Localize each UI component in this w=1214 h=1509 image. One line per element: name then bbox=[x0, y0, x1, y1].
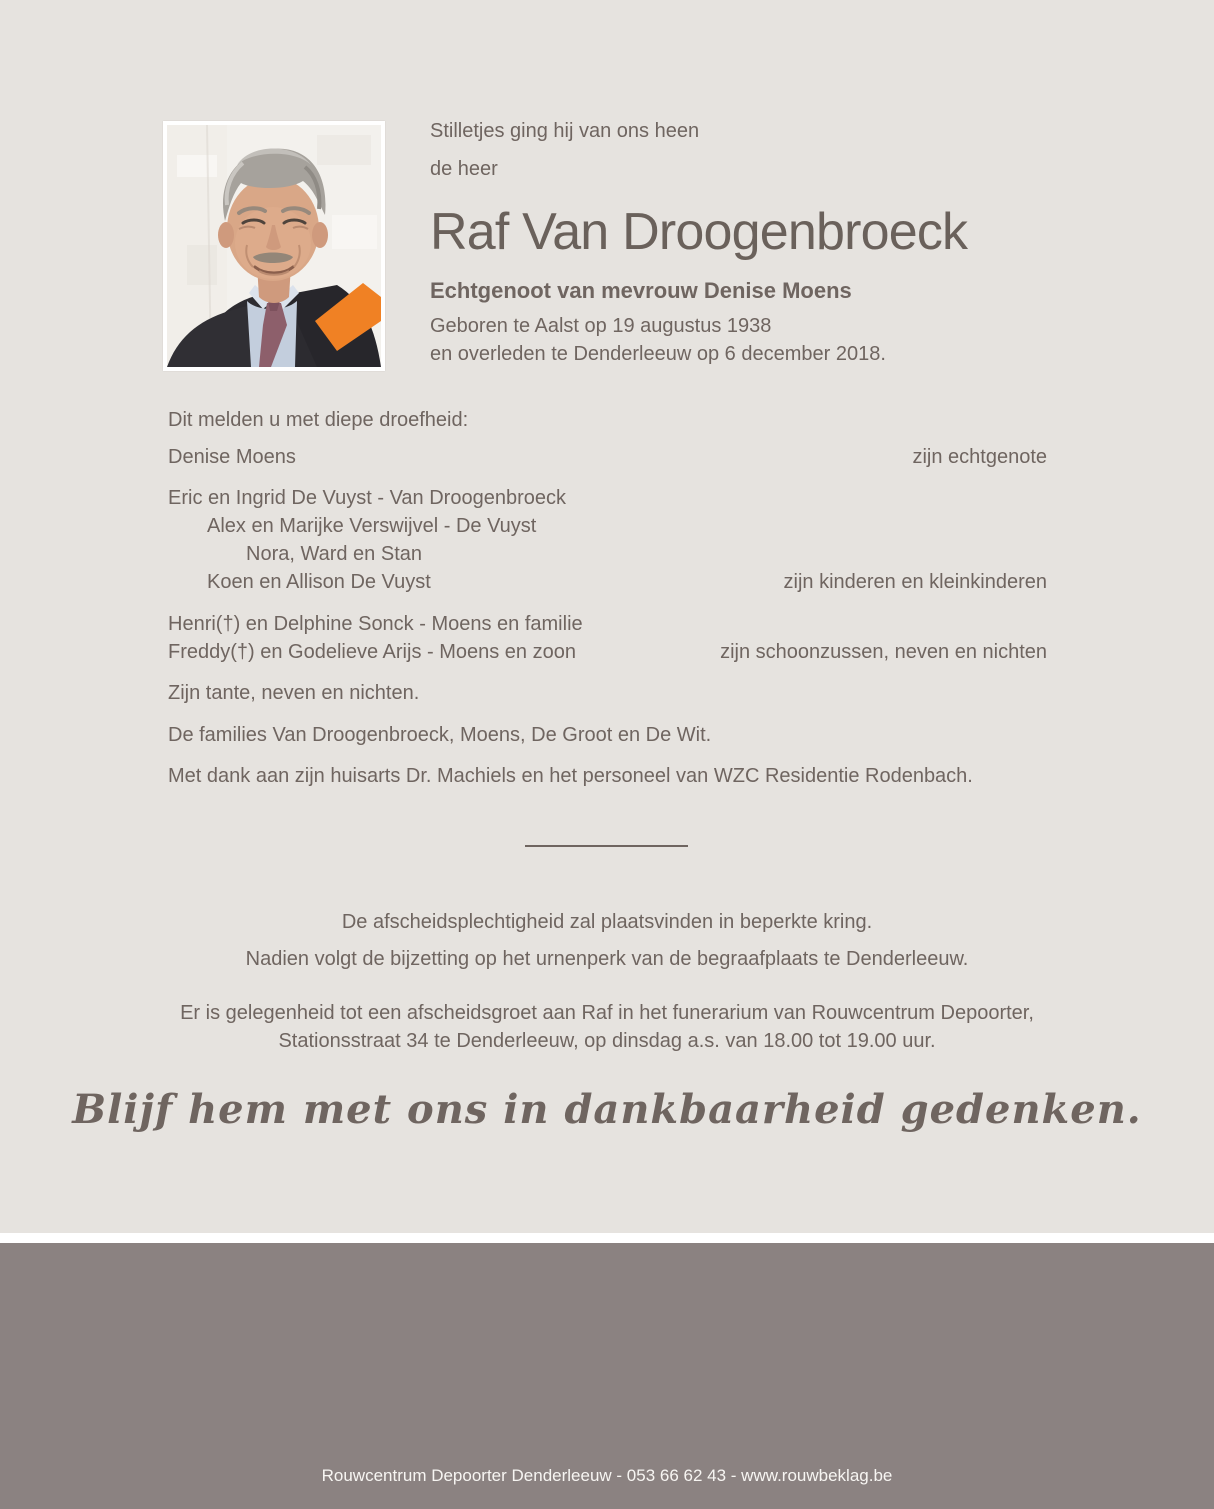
widow-name: Denise Moens bbox=[168, 446, 296, 468]
inlaw-role: zijn schoonzussen, neven en nichten bbox=[720, 641, 1047, 663]
widow-role: zijn echtgenote bbox=[912, 446, 1047, 468]
closing-sentiment: Blijf hem met ons in dankbaarheid gedenken. bbox=[72, 1086, 1142, 1133]
inlaw-row-2 bbox=[168, 638, 1047, 666]
children-line-1: Eric en Ingrid De Vuyst - Van Droogenbroeck bbox=[168, 487, 566, 509]
deceased-name: Raf Van Droogenbroeck bbox=[430, 203, 968, 261]
portrait-illustration bbox=[167, 125, 381, 367]
spouse-line: Echtgenoot van mevrouw Denise Moens bbox=[430, 278, 852, 303]
section-divider bbox=[525, 845, 688, 847]
death-line: en overleden te Denderleeuw op 6 december 2018. bbox=[430, 343, 886, 365]
portrait-photo bbox=[163, 121, 385, 371]
children-row-4 bbox=[168, 568, 1047, 596]
aunt-line: Zijn tante, neven en nichten. bbox=[168, 682, 420, 704]
intro-line: Stilletjes ging hij van ons heen bbox=[430, 120, 700, 142]
children-line-3: Nora, Ward en Stan bbox=[246, 543, 423, 565]
ceremony-line-2: Nadien volgt de bijzetting op het urnenperk van de begraafplaats te Denderleeuw. bbox=[245, 948, 969, 970]
children-line-4: Koen en Allison De Vuyst bbox=[207, 571, 431, 593]
ceremony-line-4: Stationsstraat 34 te Denderleeuw, op dinsdag a.s. van 18.00 tot 19.00 uur. bbox=[278, 1030, 936, 1052]
footer-band bbox=[0, 1243, 1214, 1509]
children-role: zijn kinderen en kleinkinderen bbox=[783, 571, 1047, 593]
ceremony-line-1: De afscheidsplechtigheid zal plaatsvinden in beperkte kring. bbox=[341, 911, 873, 933]
children-line-2: Alex en Marijke Verswijvel - De Vuyst bbox=[207, 515, 537, 537]
thanks-line: Met dank aan zijn huisarts Dr. Machiels en het personeel van WZC Residentie Rodenbach. bbox=[168, 765, 973, 787]
families-line: De families Van Droogenbroeck, Moens, De Groot en De Wit. bbox=[168, 724, 712, 746]
salutation-line: de heer bbox=[430, 158, 498, 180]
widow-row bbox=[168, 443, 1047, 471]
funeral-home-contact: Rouwcentrum Depoorter Denderleeuw - 053 66 62 43 - www.rouwbeklag.be bbox=[321, 1466, 893, 1485]
birth-death-lines bbox=[430, 312, 886, 368]
birth-line: Geboren te Aalst op 19 augustus 1938 bbox=[430, 315, 772, 337]
opening-line: Dit melden u met diepe droefheid: bbox=[168, 409, 469, 431]
inlaw-line-2: Freddy(†) en Godelieve Arijs - Moens en zoon bbox=[168, 641, 576, 663]
footer-separator bbox=[0, 1233, 1214, 1243]
inlaw-line-1: Henri(†) en Delphine Sonck - Moens en familie bbox=[168, 613, 583, 635]
ceremony-line-3: Er is gelegenheid tot een afscheidsgroet aan Raf in het funerarium van Rouwcentrum Depoorter, bbox=[180, 1002, 1034, 1024]
